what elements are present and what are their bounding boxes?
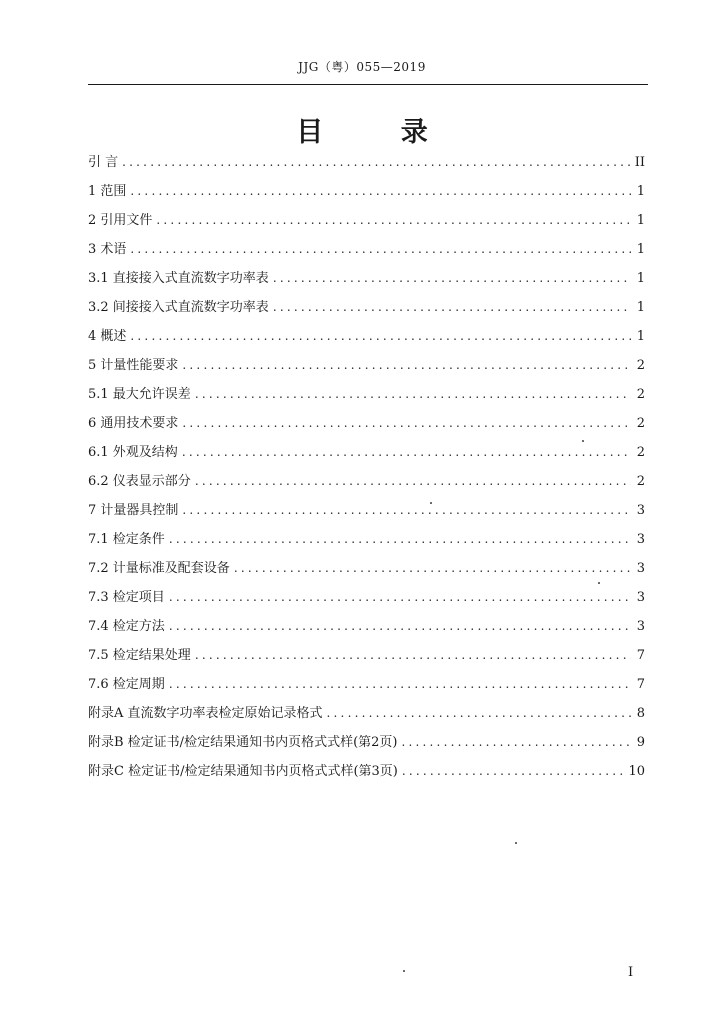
toc-entry-references[interactable] [88,206,645,235]
toc-entry-page: 3 [636,561,645,576]
scan-speck [403,970,405,972]
toc-entry-page: 1 [636,300,645,315]
toc-entry-5-1[interactable] [88,380,645,409]
toc-entry-page: 1 [636,329,645,344]
toc-entry-page: 8 [636,706,645,721]
toc-entry-page: 9 [636,735,645,750]
toc-dot-leader [169,583,631,612]
toc-entry-label: 附录A 直流数字功率表检定原始记录格式 [88,706,323,721]
toc-entry-page: 2 [636,474,645,489]
scan-speck [598,582,600,584]
toc-entry-page: 1 [636,213,645,228]
toc-dot-leader [182,438,631,467]
toc-entry-page: 3 [636,532,645,547]
toc-entry-appendix-b[interactable] [88,728,645,757]
toc-dot-leader [130,177,631,206]
toc-entry-metrological-requirements[interactable] [88,351,645,380]
toc-entry-page: 1 [636,271,645,286]
toc-dot-leader [130,322,631,351]
toc-entry-label: 7.2 计量标准及配套设备 [88,561,230,576]
toc-entry-scope[interactable] [88,177,645,206]
toc-entry-label: 引 言 [88,155,119,170]
toc-entry-terms[interactable] [88,235,645,264]
toc-dot-leader [169,670,631,699]
toc-entry-7-2[interactable] [88,554,645,583]
toc-dot-leader [402,757,625,786]
toc-entry-label: 7.3 检定项目 [88,590,165,605]
toc-dot-leader [195,380,631,409]
toc-entry-6-2[interactable] [88,467,645,496]
toc-dot-leader [130,235,631,264]
toc-entry-label: 6 通用技术要求 [88,416,179,431]
toc-entry-page: 10 [628,764,645,779]
toc-entry-page: 7 [636,677,645,692]
toc-dot-leader [195,641,631,670]
toc-dot-leader [182,496,631,525]
scan-speck [582,440,584,442]
toc-entry-label: 5 计量性能要求 [88,358,179,373]
toc-entry-page: 2 [636,358,645,373]
page-number-mark: I [628,965,634,980]
toc-dot-leader [122,148,631,177]
toc-entry-label: 6.1 外观及结构 [88,445,178,460]
toc-entry-page: 2 [636,387,645,402]
toc-entry-page: 2 [636,445,645,460]
toc-dot-leader [195,467,631,496]
toc-entry-page: 3 [636,619,645,634]
toc-entry-7-3[interactable] [88,583,645,612]
toc-entry-appendix-a[interactable] [88,699,645,728]
toc-dot-leader [273,264,631,293]
toc-entry-7-6[interactable] [88,670,645,699]
toc-dot-leader [169,525,631,554]
toc-entry-label: 7.6 检定周期 [88,677,165,692]
toc-entry-page: 3 [636,590,645,605]
toc-entry-label: 7.4 检定方法 [88,619,165,634]
toc-entry-label: 7.5 检定结果处理 [88,648,191,663]
toc-entry-page: 1 [636,184,645,199]
toc-entry-page: 3 [636,503,645,518]
header-rule [88,84,648,85]
toc-dot-leader [401,728,631,757]
toc-entry-foreword[interactable] [88,148,645,177]
toc-dot-leader [273,293,631,322]
toc-dot-leader [234,554,631,583]
toc-entry-page: II [634,155,645,170]
toc-entry-label: 6.2 仪表显示部分 [88,474,191,489]
toc-entry-page: 1 [636,242,645,257]
toc-entry-7-4[interactable] [88,612,645,641]
page-title: 目 录 [296,117,462,148]
table-of-contents [88,148,645,786]
toc-dot-leader [169,612,631,641]
toc-entry-3-2[interactable] [88,293,645,322]
toc-entry-label: 3.1 直接接入式直流数字功率表 [88,271,269,286]
toc-entry-label: 附录C 检定证书/检定结果通知书内页格式式样(第3页) [88,764,398,779]
toc-entry-page: 2 [636,416,645,431]
toc-entry-label: 7 计量器具控制 [88,503,179,518]
toc-entry-label: 7.1 检定条件 [88,532,165,547]
toc-dot-leader [327,699,631,728]
scan-speck [515,842,517,844]
standard-code-header: JJG（粤）055—2019 [298,60,426,74]
toc-entry-label: 附录B 检定证书/检定结果通知书内页格式式样(第2页) [88,735,398,750]
toc-entry-label: 3.2 间接接入式直流数字功率表 [88,300,269,315]
toc-entry-overview[interactable] [88,322,645,351]
toc-dot-leader [156,206,631,235]
toc-entry-7-1[interactable] [88,525,645,554]
toc-entry-technical-requirements[interactable] [88,409,645,438]
toc-entry-6-1[interactable] [88,438,645,467]
toc-entry-label: 4 概述 [88,329,127,344]
toc-entry-label: 5.1 最大允许误差 [88,387,191,402]
toc-entry-label: 3 术语 [88,242,127,257]
toc-entry-3-1[interactable] [88,264,645,293]
toc-entry-page: 7 [636,648,645,663]
scan-speck [430,502,432,504]
toc-entry-label: 1 范围 [88,184,127,199]
toc-entry-7-5[interactable] [88,641,645,670]
toc-dot-leader [182,351,631,380]
toc-entry-appendix-c[interactable] [88,757,645,786]
toc-entry-instrument-control[interactable] [88,496,645,525]
toc-dot-leader [182,409,631,438]
toc-entry-label: 2 引用文件 [88,213,153,228]
